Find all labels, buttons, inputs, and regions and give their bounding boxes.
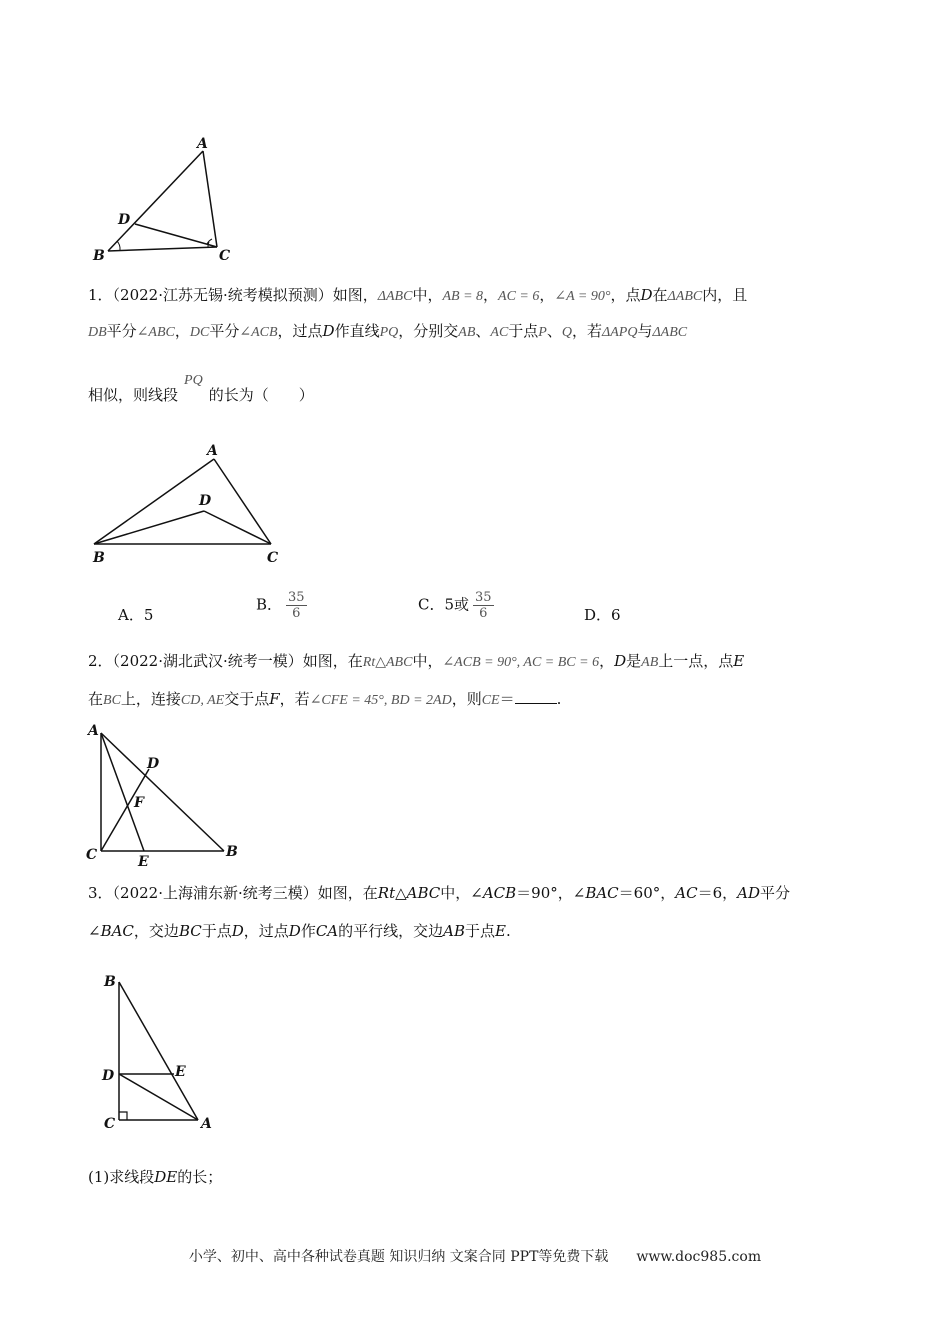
q2-source: （2022·湖北武汉·统考一模） xyxy=(112,652,303,670)
q3-var: BAC xyxy=(585,884,619,902)
q3-text: 于点 xyxy=(201,922,232,940)
q1-math: ∠ACB xyxy=(239,325,278,340)
label-e: E xyxy=(138,854,149,868)
q3-text: ，过点 xyxy=(243,922,289,940)
q1-text: 、 xyxy=(475,322,491,340)
q1-text: 中， xyxy=(412,286,443,304)
q1-text: 平分 xyxy=(106,322,137,340)
label-f: F xyxy=(134,795,144,811)
q3-text: 作 xyxy=(300,922,316,940)
q1-option-b[interactable] xyxy=(256,590,307,621)
q1-math: P xyxy=(538,325,547,340)
q1-math: AC = 6 xyxy=(498,289,540,304)
label-b: B xyxy=(226,844,238,860)
q1-text: 平分 xyxy=(209,322,240,340)
q1-math: AC xyxy=(490,325,509,340)
q3-text: 如图，在 xyxy=(317,884,378,902)
q2-math: CE xyxy=(481,693,500,708)
q1-line-1 xyxy=(88,284,747,308)
q1-text: 在 xyxy=(652,286,668,304)
q1-source: （2022·江苏无锡·统考模拟预测） xyxy=(112,286,333,304)
sub1-text: (1)求线段 xyxy=(88,1168,155,1186)
q1-text: 、 xyxy=(546,322,562,340)
label-d: D xyxy=(102,1068,115,1084)
q1-text: 与 xyxy=(637,322,653,340)
q3-var: D xyxy=(231,922,244,940)
q1-line-3 xyxy=(88,373,314,408)
q1-text: ，点 xyxy=(610,286,641,304)
figure-triangle-abc-interior-d xyxy=(85,438,295,568)
q3-line-1 xyxy=(88,882,790,904)
q1-text: 于点 xyxy=(508,322,539,340)
q1-math: PQ xyxy=(184,373,203,388)
q1-math: ∠A = 90° xyxy=(554,289,611,304)
q2-math: AB xyxy=(641,655,659,670)
q3-var: E xyxy=(495,922,506,940)
q1-text: 作直线 xyxy=(334,322,380,340)
q1-text: 相似，则线段 xyxy=(88,386,179,404)
q2-text: ， xyxy=(599,652,615,670)
q3-text: 的平行线，交边 xyxy=(338,922,444,940)
label-b: B xyxy=(93,550,105,566)
label-e: E xyxy=(175,1064,186,1080)
q1-math: ΔABC xyxy=(652,325,688,340)
q1-text: ，若 xyxy=(572,322,603,340)
page-footer: 小学、初中、高中各种试卷真题 知识归纳 文案合同 PPT等免费下载 www.doc985.com xyxy=(188,1249,762,1265)
q2-line-2 xyxy=(88,688,561,712)
fraction-denominator: 6 xyxy=(479,606,488,621)
figure-right-triangle-cevians xyxy=(80,718,250,868)
q1-option-a[interactable] xyxy=(118,604,153,625)
q1-math: ΔABC xyxy=(377,289,413,304)
q1-number: 1． xyxy=(88,286,113,304)
q3-var: AB xyxy=(443,922,466,940)
q3-subquestion-1 xyxy=(88,1166,222,1188)
label-b: B xyxy=(93,248,105,264)
option-value: 6 xyxy=(611,606,621,624)
q3-source: （2022·上海浦东新·统考三模） xyxy=(112,884,318,902)
label-c: C xyxy=(267,550,279,566)
q1-math: PQ xyxy=(379,325,399,340)
q1-math: ΔABC xyxy=(667,289,703,304)
q2-text: 如图，在 xyxy=(302,652,363,670)
option-value: 5 xyxy=(143,606,154,624)
q3-line-2 xyxy=(88,920,511,942)
q3-var: CA xyxy=(315,922,339,940)
q3-var: AC xyxy=(675,884,698,902)
label-c: C xyxy=(86,847,98,863)
q1-line-2 xyxy=(88,320,687,344)
figure-right-triangle-de-parallel xyxy=(95,968,225,1138)
q2-math: CD, AE xyxy=(180,693,225,708)
q3-text: ，交边 xyxy=(133,922,179,940)
option-label: C． xyxy=(418,595,445,614)
fraction-numerator: 35 xyxy=(288,590,305,605)
q1-option-c[interactable] xyxy=(418,590,494,621)
q3-var: AD xyxy=(737,884,760,902)
q3-var: D xyxy=(288,922,301,940)
q2-text: ＝ xyxy=(499,690,515,708)
q2-math: ∠ACB = 90°, AC = BC = 6 xyxy=(442,655,600,670)
option-label: A． xyxy=(118,606,144,624)
q1-option-d[interactable] xyxy=(584,604,621,625)
q1-math: AB xyxy=(458,325,476,340)
fraction xyxy=(473,590,494,621)
fraction-denominator: 6 xyxy=(292,606,301,621)
q3-text: 中，∠ xyxy=(440,884,483,902)
q1-text: ，分别交 xyxy=(398,322,459,340)
q3-number: 3． xyxy=(88,884,113,902)
q1-math: DC xyxy=(189,325,210,340)
q1-text: ， xyxy=(174,322,190,340)
figure-triangle-abc-d-on-ab xyxy=(80,130,250,270)
q2-var: F xyxy=(269,690,280,708)
q3-text: ＝6， xyxy=(697,884,738,902)
label-c: C xyxy=(219,248,231,264)
q1-math: DB xyxy=(88,325,107,340)
label-c: C xyxy=(104,1116,116,1132)
q2-text: 上，连接 xyxy=(120,690,181,708)
q3-var: ACB xyxy=(482,884,517,902)
sub1-text: 的长； xyxy=(177,1168,223,1186)
q2-math: BC xyxy=(103,693,121,708)
q2-text: 上一点，点 xyxy=(658,652,734,670)
label-a: A xyxy=(201,1116,212,1132)
option-label: B． xyxy=(256,595,283,614)
q1-math: AB = 8 xyxy=(442,289,484,304)
q1-var: D xyxy=(640,286,653,304)
q2-var: E xyxy=(733,652,745,670)
label-d: D xyxy=(147,756,160,772)
q1-var: D xyxy=(322,322,335,340)
label-b: B xyxy=(104,974,116,990)
q1-math: Q xyxy=(561,325,572,340)
q3-text: ∠ xyxy=(88,922,101,940)
label-d: D xyxy=(199,493,212,509)
sub1-var: DE xyxy=(154,1168,178,1186)
q1-text: ，过点 xyxy=(277,322,323,340)
label-a: A xyxy=(197,136,208,152)
q2-number: 2． xyxy=(88,652,113,670)
q3-var: BAC xyxy=(100,922,134,940)
option-label: D． xyxy=(584,606,612,624)
q3-text: 平分 xyxy=(759,884,790,902)
q3-var: Rt△ABC xyxy=(377,884,441,902)
fraction-numerator: 35 xyxy=(475,590,492,605)
q2-var: D xyxy=(614,652,627,670)
q2-text: ，若 xyxy=(279,690,310,708)
q2-math: ∠CFE = 45°, BD = 2AD xyxy=(309,693,452,708)
q1-text: 内，且 xyxy=(702,286,748,304)
label-d: D xyxy=(118,212,131,228)
q2-text: 是 xyxy=(626,652,642,670)
q2-line-1 xyxy=(88,650,744,674)
q2-text: 中， xyxy=(412,652,443,670)
q2-text: 在 xyxy=(88,690,104,708)
q2-math: Rt△ABC xyxy=(362,655,413,670)
q3-text: . xyxy=(505,922,511,940)
q1-math: ∠ABC xyxy=(136,325,175,340)
q2-text: 交于点 xyxy=(224,690,270,708)
q3-text: ＝90°，∠ xyxy=(516,884,586,902)
q2-text: ，则 xyxy=(451,690,482,708)
q1-text: ， xyxy=(539,286,555,304)
answer-blank[interactable] xyxy=(515,689,557,704)
q3-var: BC xyxy=(178,922,202,940)
q2-text: . xyxy=(556,690,562,708)
q3-text: 于点 xyxy=(465,922,496,940)
fraction xyxy=(286,590,307,621)
option-value: 5或 xyxy=(444,595,470,614)
q1-text: 如图， xyxy=(332,286,378,304)
label-a: A xyxy=(88,723,99,739)
q3-text: ＝60°， xyxy=(618,884,676,902)
q1-text: 的长为（ ） xyxy=(208,386,314,404)
q1-text: ， xyxy=(483,286,499,304)
q1-math: ΔAPQ xyxy=(602,325,638,340)
label-a: A xyxy=(207,443,218,459)
